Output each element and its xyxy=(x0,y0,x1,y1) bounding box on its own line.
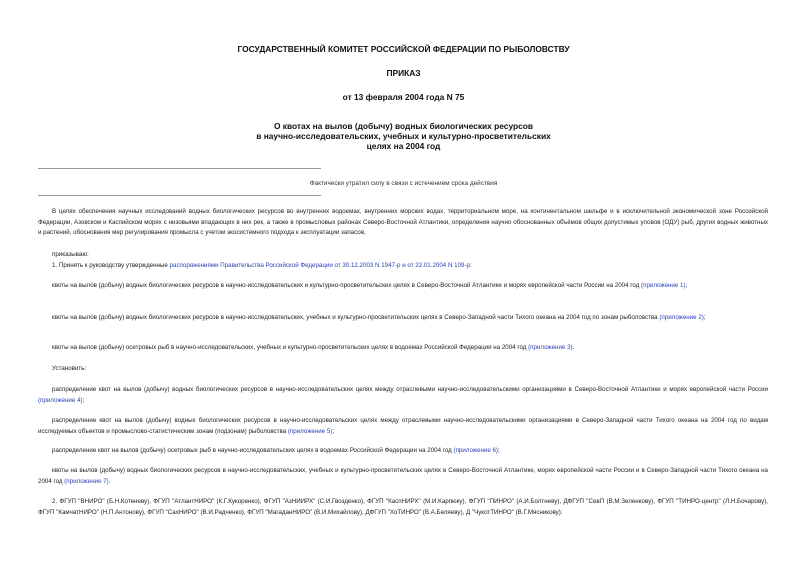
quota-nw-pacific-tail: ; xyxy=(703,314,706,321)
paragraph-order: приказываю: xyxy=(52,251,89,258)
doc-type-heading: ПРИКАЗ xyxy=(386,68,421,78)
distribution-sturgeon-tail: ; xyxy=(498,447,500,454)
appendix-6-link[interactable]: (приложение 6) xyxy=(453,447,498,454)
paragraph-establish: Установить: xyxy=(52,365,87,372)
appendix-3-link[interactable]: (приложение 3) xyxy=(528,344,573,351)
government-decree-link[interactable]: распоряжениями Правительства Российской Федерации от 30.12.2003 N 1947-р и от 22.01.2004 N 109-р xyxy=(169,262,470,269)
appendix-4-link[interactable]: (приложение 4) xyxy=(38,396,83,404)
distribution-sturgeon-text: распределение квот на вылов (добычу) осетровых рыб в научно-исследовательских целях в водоемах Российской Федерации на 2004 год xyxy=(52,447,454,454)
quota-sturgeon-tail: . xyxy=(572,344,575,351)
paragraph-quota-sturgeon xyxy=(38,343,768,354)
item-1-text: 1. Принять к руководству утвержденные xyxy=(52,262,170,269)
committee-heading: ГОСУДАРСТВЕННЫЙ КОМИТЕТ РОССИЙСКОЙ ФЕДЕРАЦИИ ПО РЫБОЛОВСТВУ xyxy=(237,44,570,54)
paragraph-item-2: 2. ФГУП "ВНИРО" (Б.Н.Котеневу), ФГУП "АтлантНИРО" (К.Г.Кукоренко), ФГУП "АзНИИРХ" (С.И.Гвозденко), ФГУП "КаспНИРХ" (М.И.Карпюку), ФГУП "ПИНРО" (А.И.Болтневу), ДФГУП "СевП (В.М.Зеленкову), ФГУП "ТИНРО-центр" (Л.Н.Бочарову), ФГУП "КамчатНИРО" (Н.П.Антонову), ФГУП "СахНИРО" (В.И.Радченко), ФГУП "МагаданНИРО" (В.И.Михайлову), ДФГУП "ХоТИНРО" (В.А.Беляеву), Д "ЧукотТИНРО" (В.Г.Мясникову): xyxy=(38,498,768,516)
distribution-ne-atlantic-tail: ; xyxy=(82,396,85,404)
paragraph-preamble: В целях обеспечения научных исследований водных биологических ресурсов во внутренних водоемах, внутренних морских водах, территориальном море, на континентальном шельфе и в исключительной экономической зоне Российской Федерации, Азовском и Каспийском морях с низовьями впадающих в них рек, а также в промысловых районах Северо-Восточной Атлантики, определения научно обоснованных объёмов общих допустимых уловов (ОДУ) рыб, других водных животных и растений, обоснования мер регулирования промысла с учетом экосистемного подхода к эксплуатации запасов, xyxy=(38,208,768,236)
title-line-1: О квотах на вылов (добычу) водных биологических ресурсов xyxy=(273,121,534,131)
title-line-2: в научно-исследовательских, учебных и культурно-просветительских xyxy=(256,131,551,141)
quota-ne-atlantic-text: квоты на вылов (добычу) водных биологических ресурсов в научно-исследовательских и культурно-просветительских целях в Северо-Восточной Атлантике и морях европейской части России на 2004 год xyxy=(52,282,642,289)
quota-nw-pacific-text: квоты на вылов (добычу) водных биологических ресурсов в научно-исследовательских, учебных и культурно-просветительских целях в Северо-Западной части Тихого океана на 2004 год по зонам рыболовства xyxy=(52,314,660,321)
paragraph-distribution-ne-atlantic xyxy=(38,385,768,406)
quota-ne-atlantic-tail: ; xyxy=(685,282,688,289)
quota-combined-tail: . xyxy=(108,477,111,485)
paragraph-quota-ne-atlantic xyxy=(38,281,768,292)
status-note: Фактически утратил силу в связи с истечением срока действия xyxy=(309,180,498,187)
distribution-nw-pacific-text: распределение квот на вылов (добычу) водных биологических ресурсов в научно-исследовательских целях между отраслевыми научно-исследовательскими организациями в Северо-Западной части Тихого океана на 2004 год по видам исследуемых объектов и промыслово-статистическим зонам (подзонам) рыболовства xyxy=(38,417,768,435)
paragraph-quota-combined xyxy=(38,466,768,487)
title-line-3: целях на 2004 год xyxy=(366,141,441,151)
distribution-ne-atlantic-text: распределение квот на вылов (добычу) водных биологических ресурсов в научно-исследовательских целях между отраслевыми научно-исследовательскими организациями в Северо-Восточной Атлантике и морях европейской части России xyxy=(52,386,768,393)
quota-sturgeon-text: квоты на вылов (добычу) осетровых рыб в научно-исследовательских, учебных и культурно-просветительских целях в водоемах Российской Федерации на 2004 год xyxy=(52,344,529,351)
date-number-heading: от 13 февраля 2004 года N 75 xyxy=(342,92,465,102)
distribution-nw-pacific-tail: ; xyxy=(332,427,335,435)
appendix-7-link[interactable]: (приложение 7) xyxy=(64,477,109,485)
quota-combined-text: квоты на вылов (добычу) водных биологических ресурсов в научно-исследовательских, учебных и культурно-просветительских целях в Северо-Восточной Атлантике, морях европейской части России и в Северо-Западной части Тихого океана на 2004 год xyxy=(38,467,768,485)
paragraph-quota-nw-pacific xyxy=(38,313,768,324)
appendix-5-link[interactable]: (приложение 5) xyxy=(287,427,333,435)
paragraph-distribution-nw-pacific xyxy=(38,416,768,437)
divider-bottom xyxy=(38,195,321,196)
appendix-2-link[interactable]: (приложение 2) xyxy=(659,314,704,321)
paragraph-distribution-sturgeon xyxy=(38,446,768,457)
paragraph-item-1 xyxy=(52,261,768,272)
appendix-1-link[interactable]: (приложение 1) xyxy=(641,282,686,289)
divider-top xyxy=(38,168,321,169)
item-1-tail: : xyxy=(469,262,472,269)
